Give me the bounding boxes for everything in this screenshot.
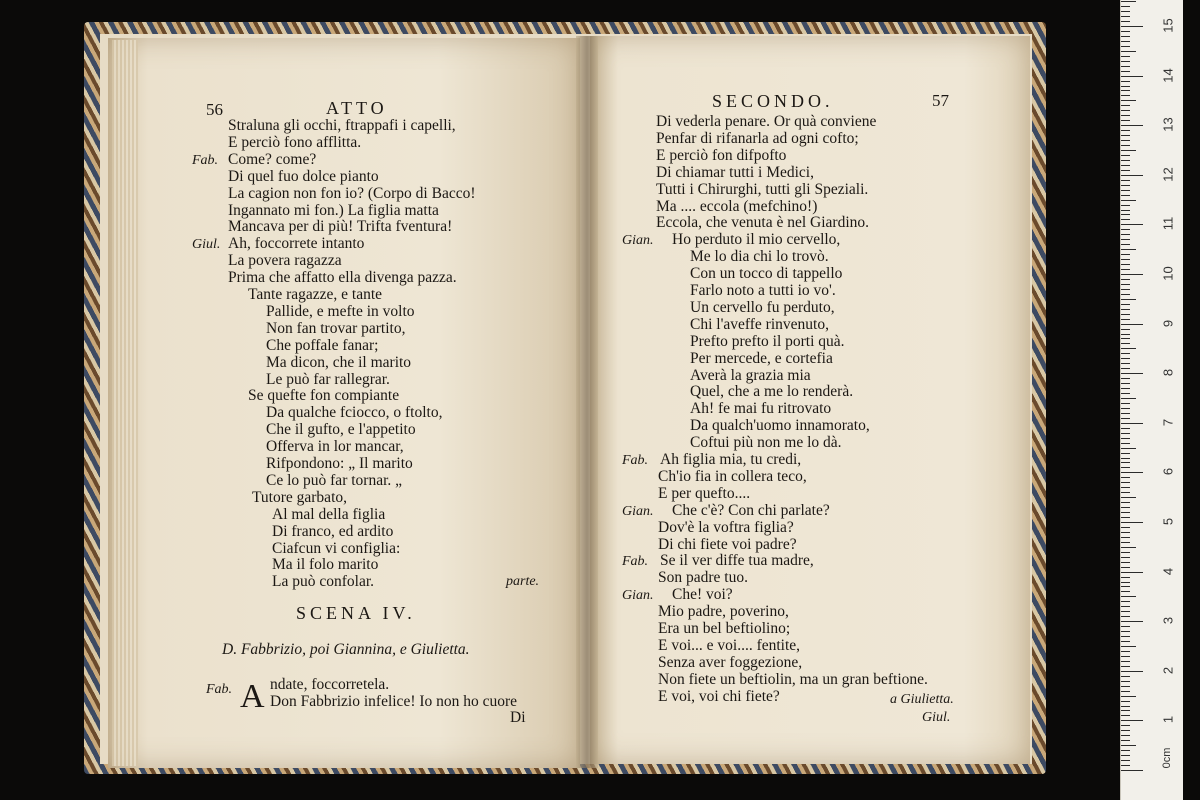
- ruler-tick: [1121, 458, 1130, 459]
- ruler-number: 15: [1160, 18, 1176, 33]
- ruler-tick: [1121, 636, 1130, 637]
- ruler-tick: [1121, 448, 1136, 449]
- ruler-tick: [1121, 696, 1136, 697]
- ruler-tick: [1121, 492, 1130, 493]
- verse-line: Senza aver foggezione,: [658, 653, 803, 671]
- ruler-tick: [1121, 115, 1130, 116]
- verse-line: Offerva in lor mancar,: [266, 438, 404, 456]
- verse-line: Ciafcun vi configlia:: [272, 539, 401, 557]
- ruler-tick: [1121, 472, 1143, 473]
- right-catchword: Giul.: [922, 710, 951, 725]
- scene-cast: D. Fabbrizio, poi Giannina, e Giulietta.: [222, 641, 470, 658]
- ruler-tick: [1121, 586, 1130, 587]
- verse-line: Non fan trovar partito,: [266, 319, 406, 337]
- verse-line: Ah! fe mai fu ritrovato: [690, 400, 832, 418]
- ruler-tick: [1121, 210, 1130, 211]
- verse-line: Tante ragazze, e tante: [248, 286, 383, 303]
- ruler-tick: [1121, 552, 1130, 553]
- ruler-tick: [1121, 408, 1130, 409]
- ruler-tick: [1121, 725, 1130, 726]
- ruler-tick: [1121, 522, 1143, 523]
- ruler-tick: [1121, 363, 1130, 364]
- ruler-tick: [1121, 289, 1130, 290]
- ruler-tick: [1121, 269, 1130, 270]
- verse-line: Chi l'aveffe rinvenuto,: [690, 315, 829, 333]
- ruler-tick: [1121, 130, 1130, 131]
- book-gutter: [576, 36, 598, 768]
- ruler-tick: [1121, 626, 1130, 627]
- ruler-tick: [1121, 155, 1130, 156]
- ruler-tick: [1121, 348, 1136, 349]
- speaker-label: Gian.: [622, 503, 654, 519]
- ruler-number: 11: [1160, 217, 1176, 231]
- ruler-tick: [1121, 765, 1130, 766]
- ruler-tick: [1121, 36, 1130, 37]
- verse-line: Di chiamar tutti i Medici,: [656, 163, 814, 181]
- verse-line: Quel, che a me lo renderà.: [690, 383, 854, 401]
- ruler-tick: [1121, 611, 1130, 612]
- ruler-tick: [1121, 358, 1130, 359]
- ruler-number: 12: [1160, 167, 1176, 182]
- ruler-tick: [1121, 190, 1130, 191]
- verse-line: Eccola, che venuta è nel Giardino.: [656, 214, 870, 232]
- final-line-1: ndate, foccorretela.: [270, 676, 390, 693]
- ruler-tick: [1121, 715, 1130, 716]
- ruler-number: 3: [1160, 617, 1176, 625]
- ruler-tick: [1121, 745, 1136, 746]
- ruler-tick: [1121, 601, 1130, 602]
- right-page-number: 57: [932, 91, 949, 110]
- ruler-tick: [1121, 219, 1130, 220]
- ruler-tick: [1121, 125, 1143, 126]
- ruler-number: 14: [1160, 67, 1176, 83]
- ruler-tick: [1121, 110, 1130, 111]
- final-speaker: Fab.: [206, 682, 233, 697]
- left-catchword: Di: [510, 709, 526, 726]
- ruler-tick: [1121, 497, 1136, 498]
- ruler-tick: [1121, 656, 1130, 657]
- verse-line: Pallide, e mefte in volto: [266, 302, 415, 320]
- ruler-tick: [1121, 527, 1130, 528]
- ruler-tick: [1121, 398, 1136, 399]
- ruler-tick: [1121, 314, 1130, 315]
- ruler-tick: [1121, 284, 1130, 285]
- ruler-tick: [1121, 616, 1130, 617]
- verse-line: Di franco, ed ardito: [272, 522, 394, 540]
- ruler-tick: [1121, 547, 1136, 548]
- ruler-tick: [1121, 26, 1143, 27]
- ruler-tick: [1121, 100, 1136, 101]
- ruler-tick: [1121, 264, 1130, 265]
- ruler-tick: [1121, 343, 1130, 344]
- verse-line: Le può far rallegrar.: [266, 370, 390, 388]
- verse-line: Son padre tuo.: [658, 569, 748, 587]
- verse-line: Tutti i Chirurghi, tutti gli Speziali.: [656, 180, 869, 198]
- ruler-tick: [1121, 413, 1130, 414]
- ruler-tick: [1121, 224, 1143, 225]
- ruler-tick: [1121, 418, 1130, 419]
- ruler-tick: [1121, 661, 1130, 662]
- verse-line: Ch'io fia in collera teco,: [658, 467, 807, 485]
- ruler-tick: [1121, 686, 1130, 687]
- ruler-tick: [1121, 140, 1130, 141]
- verse-line: Se il ver diffe tua madre,: [660, 552, 814, 570]
- ruler-tick: [1121, 279, 1130, 280]
- speaker-label: Fab.: [192, 152, 219, 168]
- ruler-tick: [1121, 71, 1130, 72]
- ruler-tick: [1121, 11, 1130, 12]
- verse-line: Ingannato mi fon.) La figlia matta: [228, 201, 439, 219]
- ruler-tick: [1121, 195, 1130, 196]
- ruler-tick: [1121, 378, 1130, 379]
- verse-line: Se quefte fon compiante: [248, 387, 400, 405]
- ruler-tick: [1121, 591, 1130, 592]
- ruler-tick: [1121, 373, 1143, 374]
- verse-line: Ma il folo marito: [272, 556, 379, 574]
- ruler-tick: [1121, 557, 1130, 558]
- verse-line: Era un bel beftiolino;: [658, 620, 791, 637]
- ruler-tick: [1121, 41, 1130, 42]
- verse-line: E per quefto....: [658, 484, 751, 502]
- ruler-tick: [1121, 353, 1130, 354]
- ruler-tick: [1121, 294, 1130, 295]
- ruler-tick: [1121, 86, 1130, 87]
- ruler-tick: [1121, 755, 1130, 756]
- ruler-tick: [1121, 16, 1130, 17]
- ruler-tick: [1121, 681, 1130, 682]
- ruler-tick: [1121, 329, 1130, 330]
- verse-line: Come? come?: [228, 150, 317, 168]
- verse-line: E perciò fono afflitta.: [228, 133, 362, 151]
- verse-line: Mancava per di più! Trifta fventura!: [228, 218, 453, 236]
- ruler-tick: [1121, 572, 1143, 573]
- verse-line: Averà la grazia mia: [690, 366, 811, 384]
- verse-line: Da qualche fciocco, o ftolto,: [266, 404, 443, 422]
- ruler-tick: [1121, 760, 1130, 761]
- ruler-number: 5: [1160, 517, 1176, 526]
- verse-line: Con un tocco di tappello: [690, 265, 843, 283]
- ruler-tick: [1121, 234, 1130, 235]
- ruler-tick: [1121, 66, 1130, 67]
- ruler-number: 10: [1160, 266, 1176, 281]
- ruler-tick: [1121, 542, 1130, 543]
- ruler-tick: [1121, 453, 1130, 454]
- verse-line: Ah figlia mia, tu credi,: [660, 451, 802, 468]
- ruler-tick: [1121, 229, 1130, 230]
- verse-line: Che il gufto, e l'appetito: [266, 421, 416, 439]
- ruler-tick: [1121, 180, 1130, 181]
- verse-line: Un cervello fu perduto,: [690, 298, 835, 316]
- ruler-tick: [1121, 730, 1130, 731]
- ruler-tick: [1121, 254, 1130, 255]
- ruler-tick: [1121, 735, 1130, 736]
- ruler-tick: [1121, 438, 1130, 439]
- speaker-label: Fab.: [622, 453, 649, 468]
- ruler-tick: [1121, 239, 1130, 240]
- ruler-tick: [1121, 61, 1130, 62]
- ruler-tick: [1121, 165, 1130, 166]
- measuring-ruler: [1120, 0, 1183, 800]
- ruler-tick: [1121, 482, 1130, 483]
- verse-line: Di chi fiete voi padre?: [658, 535, 797, 553]
- verse-line: Prima che affatto ella divenga pazza.: [228, 269, 457, 287]
- final-line-2: Don Fabbrizio infelice! Io non ho cuore: [270, 693, 518, 710]
- verse-line: Prefto prefto il porti quà.: [690, 332, 845, 350]
- ruler-tick: [1121, 582, 1130, 583]
- verse-line: Farlo noto a tutti io vo'.: [690, 282, 836, 299]
- ruler-tick: [1121, 274, 1143, 275]
- verse-line: Che! voi?: [672, 586, 733, 604]
- ruler-number: 8: [1160, 369, 1176, 377]
- ruler-tick: [1121, 403, 1130, 404]
- right-running-head: SECONDO.: [712, 91, 834, 111]
- ruler-tick: [1121, 160, 1130, 161]
- scene-heading: SCENA IV.: [296, 603, 416, 623]
- ruler-tick: [1121, 577, 1130, 578]
- speaker-label: Gian.: [622, 588, 654, 604]
- ruler-tick: [1121, 304, 1130, 305]
- verse-line: Ah, foccorrete intanto: [228, 235, 365, 253]
- ruler-number: 2: [1160, 666, 1176, 674]
- ruler-tick: [1121, 309, 1130, 310]
- ruler-tick: [1121, 185, 1130, 186]
- verse-line: Rifpondono: „ Il marito: [266, 455, 413, 472]
- ruler-tick: [1121, 135, 1130, 136]
- ruler-tick: [1121, 443, 1130, 444]
- ruler-tick: [1121, 646, 1136, 647]
- verse-line: La può confolar.: [272, 573, 375, 591]
- page-edges: [112, 40, 138, 766]
- ruler-tick: [1121, 477, 1130, 478]
- ruler-tick: [1121, 537, 1130, 538]
- verse-line: Non fiete un beftiolin, ma un gran beftione.: [658, 670, 928, 688]
- ruler-tick: [1121, 641, 1130, 642]
- verse-line: Che poffale fanar;: [266, 336, 379, 354]
- speaker-label: Gian.: [622, 233, 654, 249]
- ruler-tick: [1121, 388, 1130, 389]
- ruler-tick: [1121, 368, 1130, 369]
- verse-line: Al mal della figlia: [272, 505, 386, 523]
- ruler-tick: [1121, 502, 1130, 503]
- ruler-tick: [1121, 428, 1130, 429]
- verse-line: Penfar di rifanarla ad ogni cofto;: [656, 129, 859, 147]
- ruler-tick: [1121, 710, 1130, 711]
- ruler-tick: [1121, 562, 1130, 563]
- ruler-tick: [1121, 90, 1130, 91]
- verse-line: Che c'è? Con chi parlate?: [672, 501, 830, 519]
- ruler-tick: [1121, 319, 1130, 320]
- left-page-number: 56: [206, 100, 223, 119]
- ruler-tick: [1121, 81, 1130, 82]
- ruler-tick: [1121, 512, 1130, 513]
- ruler-tick: [1121, 150, 1136, 151]
- ruler-unit: 0cm: [1161, 747, 1173, 769]
- left-running-head: ATTO: [326, 98, 388, 118]
- ruler-tick: [1121, 383, 1130, 384]
- verse-line: Ho perduto il mio cervello,: [672, 231, 841, 249]
- ruler-tick: [1121, 532, 1130, 533]
- verse-line: Me lo dia chi lo trovò.: [690, 248, 829, 266]
- ruler-tick: [1121, 651, 1130, 652]
- verse-line: Ce lo può far tornar. „: [266, 471, 403, 489]
- ruler-tick: [1121, 205, 1130, 206]
- drop-cap: A: [240, 678, 265, 715]
- ruler-tick: [1121, 606, 1130, 607]
- verse-line: La povera ragazza: [228, 252, 342, 270]
- ruler-tick: [1121, 95, 1130, 96]
- verse-line: Mio padre, poverino,: [658, 603, 789, 621]
- verse-line: Coftui più non me lo dà.: [690, 434, 842, 452]
- ruler-number: 6: [1160, 468, 1176, 476]
- verse-line: Di quel fuo dolce pianto: [228, 167, 379, 185]
- ruler-tick: [1121, 214, 1130, 215]
- ruler-tick: [1121, 334, 1130, 335]
- ruler-tick: [1121, 76, 1143, 77]
- ruler-tick: [1121, 6, 1130, 7]
- ruler-tick: [1121, 175, 1143, 176]
- ruler-tick: [1121, 21, 1130, 22]
- ruler-tick: [1121, 1, 1136, 2]
- ruler-tick: [1121, 249, 1136, 250]
- ruler-tick: [1121, 120, 1130, 121]
- ruler-tick: [1121, 701, 1130, 702]
- ruler-tick: [1121, 423, 1143, 424]
- ruler-tick: [1121, 259, 1130, 260]
- speaker-label: Giul.: [192, 237, 221, 253]
- ruler-tick: [1121, 770, 1143, 771]
- speaker-label: Fab.: [622, 554, 649, 570]
- ruler-tick: [1121, 706, 1130, 707]
- ruler-tick: [1121, 740, 1130, 741]
- ruler-tick: [1121, 338, 1130, 339]
- ruler-tick: [1121, 51, 1136, 52]
- ruler-tick: [1121, 507, 1130, 508]
- ruler-tick: [1121, 433, 1130, 434]
- ruler-tick: [1121, 31, 1130, 32]
- verse-line: La cagion non fon io? (Corpo di Bacco!: [228, 184, 476, 202]
- ruler-tick: [1121, 46, 1130, 47]
- ruler-tick: [1121, 244, 1130, 245]
- ruler-tick: [1121, 720, 1143, 721]
- ruler-tick: [1121, 56, 1130, 57]
- verse-line: Da qualch'uomo innamorato,: [690, 417, 870, 435]
- ruler-tick: [1121, 631, 1130, 632]
- ruler-tick: [1121, 676, 1130, 677]
- ruler-tick: [1121, 145, 1130, 146]
- ruler-tick: [1121, 105, 1130, 106]
- ruler-tick: [1121, 596, 1136, 597]
- verse-line: Dov'è la voftra figlia?: [658, 518, 794, 536]
- ruler-tick: [1121, 324, 1143, 325]
- aside-direction: a Giulietta.: [890, 692, 954, 707]
- verse-line: Straluna gli occhi, ftrappafi i capelli,: [228, 117, 456, 134]
- ruler-tick: [1121, 170, 1130, 171]
- ruler-tick: [1121, 567, 1130, 568]
- verse-line: E perciò fon difpofto: [656, 146, 787, 164]
- verse-line: E voi, voi chi fiete?: [658, 687, 780, 705]
- ruler-tick: [1121, 200, 1136, 201]
- ruler-number: 7: [1160, 418, 1176, 426]
- verse-line: Di vederla penare. Or quà conviene: [656, 113, 877, 130]
- ruler-tick: [1121, 621, 1143, 622]
- ruler-number: 4: [1160, 567, 1176, 575]
- ruler-tick: [1121, 691, 1130, 692]
- ruler-tick: [1121, 487, 1130, 488]
- verse-line: Per mercede, e cortefia: [690, 349, 833, 367]
- verse-line: E voi... e voi.... fentite,: [658, 636, 801, 654]
- ruler-number: 13: [1160, 117, 1176, 132]
- ruler-tick: [1121, 666, 1130, 667]
- ruler-tick: [1121, 462, 1130, 463]
- ruler-tick: [1121, 393, 1130, 394]
- verse-line: Ma .... eccola (mefchino!): [656, 197, 818, 215]
- verse-line: Ma dicon, che il marito: [266, 353, 412, 371]
- ruler-number: 1: [1160, 716, 1176, 724]
- left-exit-direction: parte.: [506, 574, 540, 589]
- ruler-tick: [1121, 671, 1143, 672]
- ruler-number: 9: [1160, 319, 1176, 327]
- verse-line: Tutore garbato,: [252, 488, 347, 506]
- ruler-tick: [1121, 517, 1130, 518]
- ruler-tick: [1121, 750, 1130, 751]
- ruler-tick: [1121, 467, 1130, 468]
- ruler-tick: [1121, 299, 1136, 300]
